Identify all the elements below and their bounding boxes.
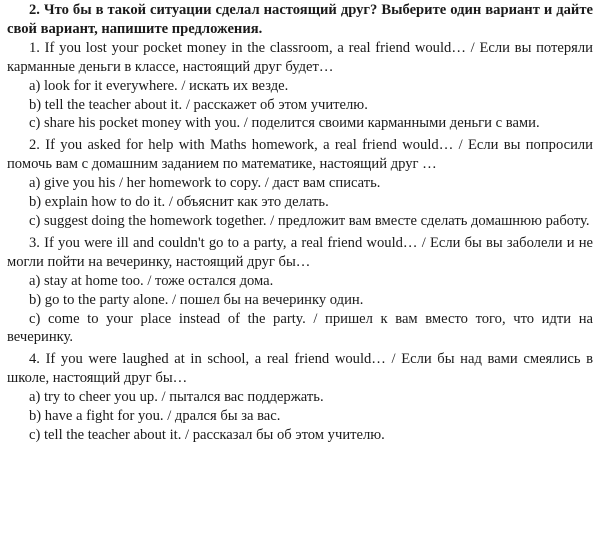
question-2-text: 2. If you asked for help with Maths homework, a real friend would… / Если вы попросили помочь вам с домашним заданием по математике, настоящий друг … <box>7 137 593 173</box>
question-1-option-b: b) tell the teacher about it. / расскажет об этом учителю. <box>29 96 368 113</box>
question-4-option-c: c) tell the teacher about it. / рассказал бы об этом учителю. <box>29 426 385 443</box>
question-3-option-a: a) stay at home too. / тоже остался дома. <box>29 272 274 289</box>
question-2-option-b: b) explain how to do it. / объяснит как это делать. <box>29 194 329 211</box>
question-4-text: 4. If you were laughed at in school, a real friend would… / Если бы над вами смеялись в школе, настоящий друг бы… <box>7 351 593 387</box>
question-3-text: 3. If you were ill and couldn't go to a party, a real friend would… / Если бы вы заболели и не могли пойти на вечеринку, настоящий друг бы… <box>7 234 593 270</box>
question-2-option-a: a) give you his / her homework to copy. / даст вам списать. <box>29 175 381 192</box>
question-3-option-c: c) come to your place instead of the party. / пришел к вам вместо того, что идти на вечеринку. <box>7 310 593 346</box>
question-block-4 <box>7 350 593 445</box>
question-block-3 <box>7 234 593 347</box>
question-1-text: 1. If you lost your pocket money in the classroom, a real friend would… / Если вы потеряли карманные деньги в классе, настоящий друг будет… <box>7 39 593 75</box>
question-4-option-b: b) have a fight for you. / дрался бы за вас. <box>29 408 281 425</box>
question-3-option-b: b) go to the party alone. / пошел бы на вечеринку один. <box>29 291 364 308</box>
question-block-2 <box>7 136 593 231</box>
question-2-option-c: c) suggest doing the homework together. / предложит вам вместе сделать домашнюю работу. <box>29 212 590 229</box>
question-1-option-a: a) look for it everywhere. / искать их везде. <box>29 77 289 94</box>
question-block-1 <box>7 39 593 134</box>
question-1-option-c: c) share his pocket money with you. / поделится своими карманными деньги с вами. <box>29 115 540 132</box>
question-4-option-a: a) try to cheer you up. / пытался вас поддержать. <box>29 389 324 406</box>
exercise-heading: 2. Что бы в такой ситуации сделал настоящий друг? Выберите один вариант и дайте свой вариант, напишите предложения. <box>7 2 593 37</box>
